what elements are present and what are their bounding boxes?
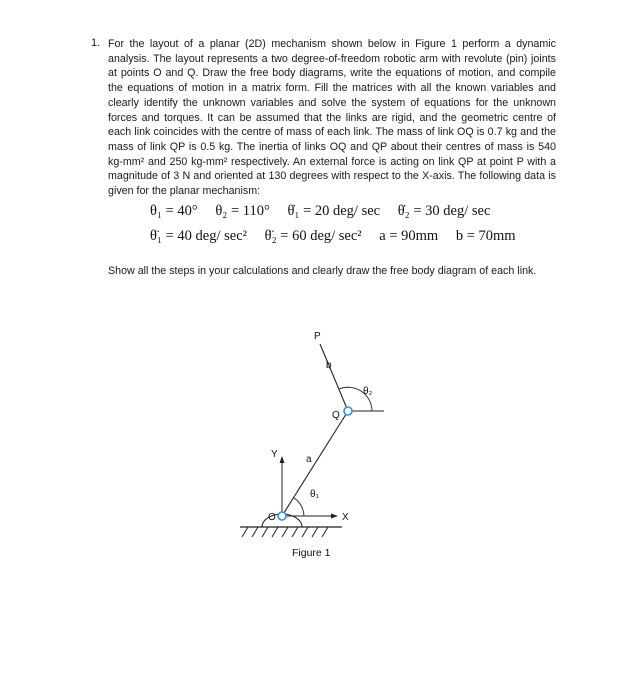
y-axis-arrow [280, 456, 285, 463]
ground-hatching [242, 527, 328, 537]
theta1-acceleration: θ̈₁ = 40 deg/ sec² [150, 228, 248, 244]
theta2-acceleration: θ̈₂ = 60 deg/ sec² [264, 228, 362, 244]
theta2-velocity: θ̇₂ = 30 deg/ sec [397, 203, 491, 219]
label-x: X [342, 512, 349, 523]
joint-q [344, 407, 352, 415]
theta1-velocity: θ̇₁ = 20 deg/ sec [287, 203, 381, 219]
link-a-length: a = 90mm [379, 228, 439, 244]
link-qp [320, 344, 348, 411]
label-b: b [326, 360, 332, 371]
theta1-arc [294, 498, 304, 516]
label-a: a [306, 454, 312, 465]
x-axis-arrow [331, 514, 338, 519]
label-theta2: θ₂ [363, 386, 373, 397]
label-o: O [268, 512, 276, 523]
figure-caption: Figure 1 [292, 547, 331, 559]
theta1-value: θ₁ = 40° [150, 203, 198, 219]
joint-o [278, 512, 286, 520]
theta2-value: θ₂ = 110° [215, 203, 270, 219]
link-oq [282, 411, 348, 516]
label-y: Y [271, 449, 278, 460]
instruction-text: Show all the steps in your calculations and clearly draw the free body diagram of each link. [108, 265, 537, 277]
label-theta1: θ₁ [310, 489, 319, 500]
label-q: Q [332, 410, 340, 421]
problem-statement: For the layout of a planar (2D) mechanism shown below in Figure 1 perform a dynamic analysis. The layout represents a two degree-of-freedom robotic arm with revolute (pin) joints at points O and Q. Draw the free body diagrams, write the equations of motion, and compile the equations of motion in a matrix form. Fill the matrices with all the known variables and clearly identify the unknown variables and solve the system of equations for the unknown forces and torques. It can be assumed that the links are rigid, and the geometric centre of each link coincides with the centre of mass of each link. The mass of link OQ is 0.7 kg and the mass of link QP is 0.5 kg. The inertia of links OQ and QP about their centres of mass is 540 kg-mm² and 250 kg-mm² respectively. An external force is acting on link QP at point P with a magnitude of 3 N and oriented at 130 degrees with respect to the X-axis. The following data is given for the planar mechanism: [108, 38, 556, 198]
link-b-length: b = 70mm [455, 228, 516, 244]
question-number: 1. [91, 37, 101, 49]
label-p: P [314, 331, 321, 342]
